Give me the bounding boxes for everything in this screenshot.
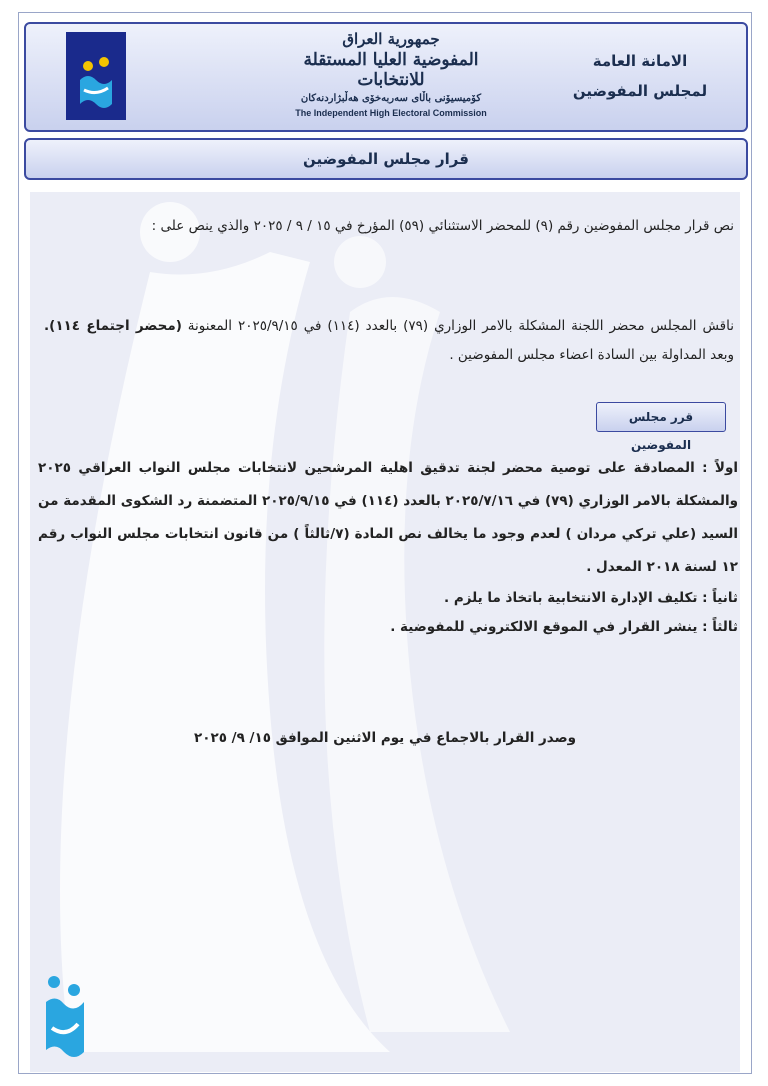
section-title-line-2: لمجلس المفوضين bbox=[572, 82, 708, 100]
org-line-2: المفوضية العليا المستقلة للانتخابات bbox=[303, 50, 479, 90]
commission-logo-icon bbox=[66, 32, 126, 120]
deliberation-text: وبعد المداولة بين السادة اعضاء مجلس المفوضين . bbox=[449, 347, 734, 363]
decision-item-third: ثالثاً : ينشر القرار في الموقع الالكتروني للمفوضية . bbox=[390, 619, 738, 635]
org-line-3-kurdish: كۆمیسیۆنی باڵای سەربەخۆی هەڵبژاردنەکان bbox=[300, 93, 482, 104]
organization-name bbox=[276, 30, 506, 118]
footer-logo-icon bbox=[40, 968, 90, 1068]
org-english-name: The Independent High Electoral Commission bbox=[295, 108, 487, 118]
decision-item-first: اولاً : المصادقة على توصية محضر لجنة تدقيق اهلية المرشحين لانتخابات مجلس النواب العراقي ٢٠٢٥ والمشكلة بالامر الوزاري (٧٩) في ٢٠٢٥/٧/١٦ بالعدد (١١٤) في ٢٠٢٥/٩/١٥ المتضمنة رد الشكوى المقدمة من السيد (علي تركي مردان ) لعدم وجود ما يخالف نص المادة (٧/ثالثاً ) من قانون انتخابات مجلس النواب رقم ١٢ لسنة ٢٠١٨ المعدل . bbox=[38, 460, 738, 575]
section-title-line-1: الامانة العامة bbox=[592, 52, 688, 70]
meeting-minutes-ref: (محضر اجتماع ١١٤). bbox=[44, 318, 182, 334]
decision-title-bar: قرار مجلس المفوضين bbox=[24, 138, 748, 180]
section-title bbox=[570, 46, 710, 106]
council-decided-label: قرر مجلس المفوضين bbox=[596, 402, 726, 432]
org-line-1: جمهورية العراق bbox=[342, 30, 440, 48]
discussion-paragraph bbox=[44, 312, 734, 370]
discussion-text: ناقش المجلس محضر اللجنة المشكلة بالامر الوزاري (٧٩) بالعدد (١١٤) في ٢٠٢٥/٩/١٥ المعنونة bbox=[187, 318, 735, 334]
issuance-statement: وصدر القرار بالاجماع في يوم الاثنين الموافق ١٥/ ٩/ ٢٠٢٥ bbox=[193, 730, 577, 746]
decision-item-second: ثانياً : تكليف الإدارة الانتخابية باتخاذ ما يلزم . bbox=[444, 590, 738, 606]
decision-items bbox=[38, 452, 738, 642]
document-body bbox=[30, 192, 740, 1072]
letterhead bbox=[24, 22, 748, 132]
decision-intro-paragraph: نص قرار مجلس المفوضين رقم (٩) للمحضر الاستثنائي (٥٩) المؤرخ في ١٥ / ٩ / ٢٠٢٥ والذي ينص على : bbox=[151, 218, 734, 234]
